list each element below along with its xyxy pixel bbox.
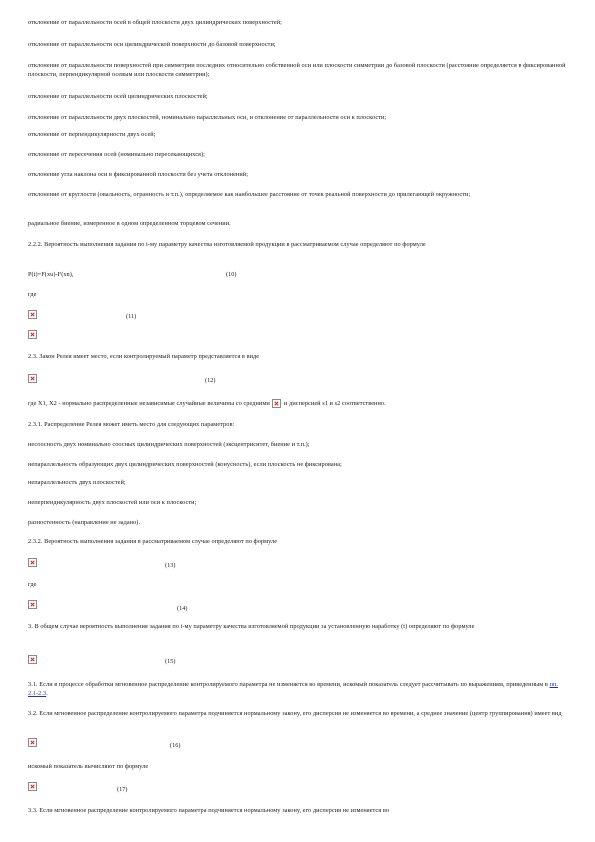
text-line: искомый показатель вычисляют по формуле <box>28 763 149 770</box>
text-line: 2.2.2. Вероятность выполнения задания по i-му параметру качества изготовляемой продукции в рассматриваемом случае определяют по формуле <box>28 241 426 248</box>
broken-image-icon <box>28 738 37 747</box>
broken-image-icon <box>28 330 37 339</box>
text-line: 3.1. Если в процессе обработки мгновенное распределение контролируемого параметра не изменяется во времени, искомый показатель следует рассчитывать по выражениям, приведенным в пп. 2.1-2.3. <box>28 681 559 697</box>
text-line: 3.3. Если мгновенное распределение контролируемого параметра подчиняется нормальному закону, его дисперсия не изменяется во <box>28 807 390 814</box>
equation-number: (12) <box>205 377 216 384</box>
broken-image-icon <box>28 600 37 609</box>
text-line: отклонение от параллельности осей в общей плоскости двух цилиндрических поверхностей; <box>28 19 282 26</box>
text-line: неперпендикулярность двух плоскостей или оси к плоскости; <box>28 499 197 506</box>
text-line: отклонение от параллельности поверхностей при симметрии последних относительно собственной оси или плоскости симметрии до базовой плоскости (расстояние определяется в фиксированной плоскости, перпендикулярной осевым или плоскости симметрии); <box>28 62 566 78</box>
text-line: отклонение от параллельности двух плоскостей, номинально параллельных оси, и отклонение от параллельности оси к плоскости; <box>28 114 387 121</box>
equation-number: (15) <box>165 658 176 665</box>
broken-image-icon <box>28 374 37 383</box>
equation-number: (10) <box>226 271 237 278</box>
equation-number: (16) <box>170 742 181 749</box>
text-line: где <box>28 581 37 588</box>
section-link[interactable]: пп. 2.1-2.3 <box>28 681 559 697</box>
text-line: отклонение от перпендикулярности двух осей; <box>28 131 156 138</box>
text-part: где X1, X2 - нормально распределенные независимые случайные величины со средними <box>28 400 270 407</box>
text-line: отклонение от параллельности осей цилиндрических плоскостей; <box>28 93 208 100</box>
text-line <box>28 399 568 408</box>
text-line: несоосность двух номинально соосных цилиндрических поверхностей (эксцентриситет, биение и т.п.); <box>28 441 310 448</box>
equation-number: (13) <box>165 562 176 569</box>
text-line: непараллельность образующих двух цилиндрических поверхностей (конусность), если плоскость не фиксирована; <box>28 461 342 468</box>
equation-number: (11) <box>126 313 137 320</box>
text-line: 3. В общем случае вероятность выполнения задания по i-му параметру качества изготовляемой продукции за установленную наработку (t) определяют по формуле <box>28 623 475 630</box>
text-line: отклонение от пересечения осей (номинально пересекающихся); <box>28 151 205 158</box>
text-line: радиальное биение, измеренное в одном определенном торцевом сечении. <box>28 220 231 227</box>
broken-image-icon <box>28 310 37 319</box>
broken-image-icon <box>28 558 37 567</box>
broken-image-icon <box>28 782 37 791</box>
text-line: отклонение от круглости (овальность, огранность и т.п.), определяемое как наибольшее расстояние от точек реальной поверхности до прилегающей окружности; <box>28 191 471 198</box>
equation-number: (14) <box>177 605 188 612</box>
text-line: непараллельность двух плоскостей; <box>28 479 126 486</box>
broken-image-icon <box>272 399 281 408</box>
text-line: 2.3.1. Распределение Релея может иметь место для следующих параметров: <box>28 421 235 428</box>
broken-image-icon <box>28 655 37 664</box>
formula-10: P(t)=F(xu)-F(xn), <box>28 271 74 278</box>
equation-number: (17) <box>117 786 128 793</box>
text-line: 2.3.2. Вероятность выполнения задания в рассматриваемом случае определяют по формуле <box>28 538 278 545</box>
text-part: и дисперсией s1 и s2 соответственно. <box>284 400 386 407</box>
text-line: где <box>28 291 37 298</box>
text-line: отклонение угла наклона оси в фиксированной плоскости без учета отклонений; <box>28 171 248 178</box>
text-line: отклонение от параллельности оси цилиндрической поверхности до базовой поверхности; <box>28 41 276 48</box>
text-line: 2.3. Закон Релея имеет место, если контролируемый параметр представляется в виде <box>28 353 260 360</box>
text-line: разностенность (направление не задано). <box>28 519 141 526</box>
text-part: 3.1. Если в процессе обработки мгновенное распределение контролируемого параметра не изменяется во времени, искомый показатель следует рассчитывать по выражениям, приведенным в <box>28 681 548 688</box>
text-line: 3.2. Если мгновенное распределение контролируемого параметра подчиняется нормальному закону, его дисперсия не изменяется во времени, а среднее значение (центр группирования) имеет вид <box>28 710 562 717</box>
